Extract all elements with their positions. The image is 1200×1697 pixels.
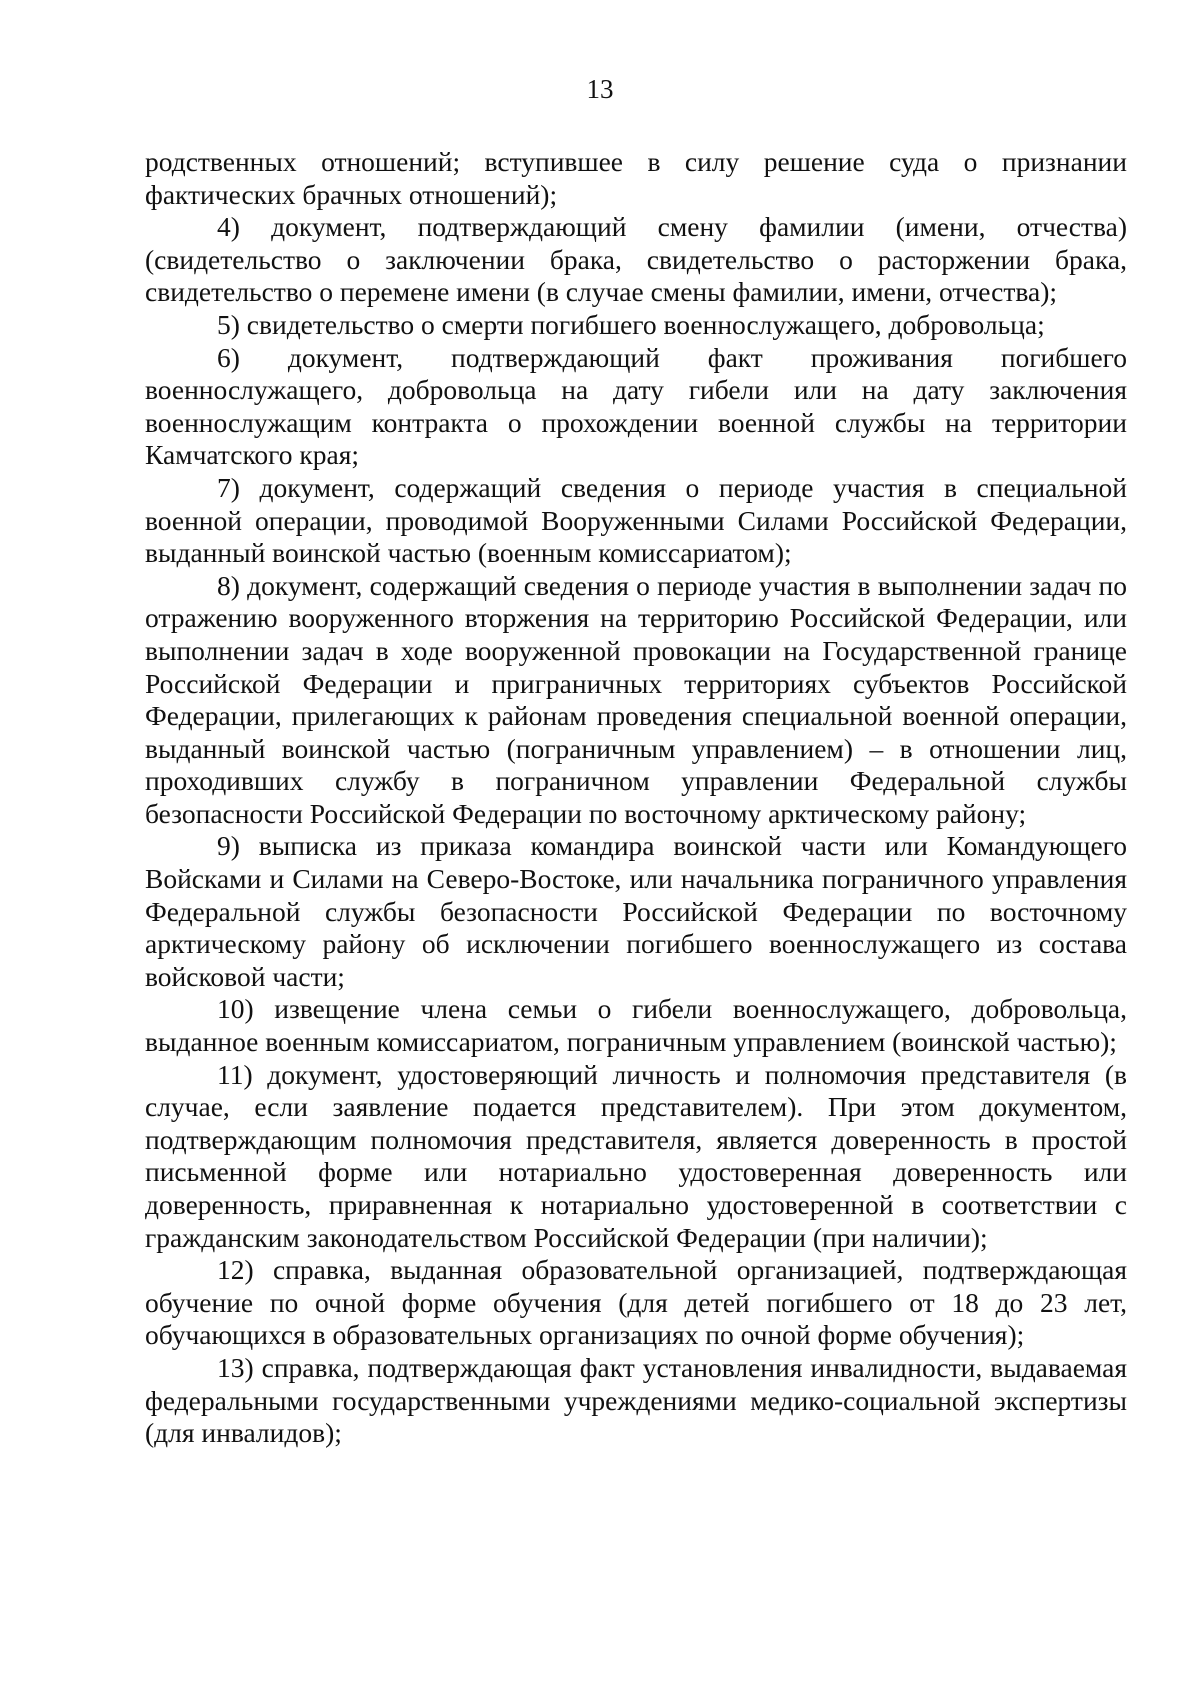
list-item-11: 11) документ, удостоверяющий личность и полномочия представителя (в случае, если заявление подается представителем). При этом документом, подтверждающим полномочия представителя, является доверенность в простой письменной форме или нотариально удостоверенная доверенность или доверенность, приравненная к нотариально удостоверенной в соответствии с гражданским законодательством Российской Федерации (при наличии); [145, 1058, 1127, 1253]
list-item-7: 7) документ, содержащий сведения о периоде участия в специальной военной операции, проводимой Вооруженными Силами Российской Федерации, выданный воинской частью (военным комиссариатом); [145, 471, 1127, 569]
list-item-10: 10) извещение члена семьи о гибели военнослужащего, добровольца, выданное военным комиссариатом, пограничным управлением (воинской частью); [145, 993, 1127, 1058]
list-item-8: 8) документ, содержащий сведения о периоде участия в выполнении задач по отражению вооруженного вторжения на территорию Российской Федерации, или выполнении задач в ходе вооруженной провокации на Государственной границе Российской Федерации и приграничных территориях субъектов Российской Федерации, прилегающих к районам проведения специальной военной операции, выданный воинской частью (пограничным управлением) – в отношении лиц, проходивших службу в пограничном управлении Федеральной службы безопасности Российской Федерации по восточному арктическому району; [145, 569, 1127, 829]
list-item-13: 13) справка, подтверждающая факт установления инвалидности, выдаваемая федеральными государственными учреждениями медико-социальной экспертизы (для инвалидов); [145, 1351, 1127, 1449]
list-item-9: 9) выписка из приказа командира воинской части или Командующего Войсками и Силами на Северо-Востоке, или начальника пограничного управления Федеральной службы безопасности Российской Федерации по восточному арктическому району об исключении погибшего военнослужащего из состава войсковой части; [145, 830, 1127, 992]
page-number: 13 [586, 74, 614, 104]
list-item-6: 6) документ, подтверждающий факт проживания погибшего военнослужащего, добровольца на дату гибели или на дату заключения военнослужащим контракта о прохождении военной службы на территории Камчатского края; [145, 341, 1127, 471]
list-item-5: 5) свидетельство о смерти погибшего военнослужащего, добровольца; [217, 308, 1045, 340]
document-body [145, 146, 1127, 1450]
paragraph-continuation: родственных отношений; вступившее в силу решение суда о признании фактических брачных отношений); [145, 146, 1127, 210]
list-item-4: 4) документ, подтверждающий смену фамилии (имени, отчества) (свидетельство о заключении брака, свидетельство о расторжении брака, свидетельство о перемене имени (в случае смены фамилии, имени, отчества); [145, 211, 1127, 308]
list-item-12: 12) справка, выданная образовательной организацией, подтверждающая обучение по очной форме обучения (для детей погибшего от 18 до 23 лет, обучающихся в образовательных организациях по очной форме обучения); [145, 1254, 1127, 1351]
